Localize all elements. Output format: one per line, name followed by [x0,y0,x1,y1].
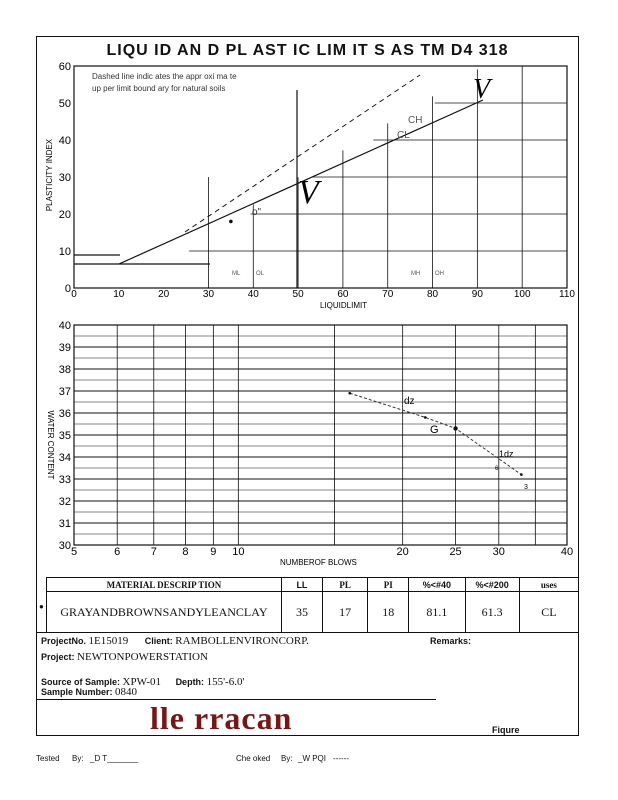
fc-y-tick-label: 39 [58,342,71,354]
cl-label: CL [397,130,410,141]
col-header-description: MATERIAL DESCRIP TION [47,578,282,592]
project-no-row [41,635,309,647]
point-label-dz: dz [404,396,415,407]
cell-pct200: 61.3 [465,592,519,633]
region-label-ol: OL [256,271,265,277]
depth-label: Depth: [175,677,205,687]
fc-y-tick-label: 40 [58,320,71,332]
point-label-3: 3 [524,484,528,491]
project-no-value: 1E15019 [88,635,129,647]
col-header-pl: PL [323,578,368,592]
cell-pl: 17 [323,592,368,633]
client-label: Client: [144,636,173,646]
pc-x-tick-label: 60 [337,289,349,300]
fc-x-tick-label: 40 [560,546,574,558]
company-logo: lle rracan [150,700,293,736]
checked-by-value: _W PQI [298,754,327,763]
source-value: XPW-01 [122,676,162,688]
pc-x-tick-label: 10 [113,289,125,300]
checked-label: Che oked [236,754,271,763]
results-table [46,577,579,633]
cell-description: GRAYANDBROWNSANDYLEANCLAY [47,592,282,633]
region-label-ml: ML [232,271,241,277]
sample-value: 0840 [115,686,138,698]
pc-x-tick-label: 0 [71,289,77,300]
region-glyph-v-small: V [473,74,491,105]
project-no-label: ProjectNo. [41,636,87,646]
pc-x-tick-label: 30 [202,289,215,300]
fc-y-tick-label: 32 [58,496,71,508]
project-value: NEWTONPOWERSTATION [77,651,208,663]
fc-x-tick-label: 10 [232,546,245,558]
fc-x-tick-label: 20 [396,546,409,558]
sample-row [41,686,137,698]
fc-y-tick-label: 37 [58,386,71,398]
cell-ll: 35 [281,592,322,633]
pc-y-tick-label: 20 [58,209,71,221]
project-row [41,651,208,663]
blows-axis-label: NUMBEROF BLOWS [280,558,357,567]
point-label-6: 6 [495,466,499,472]
client-value: RAMBOLLENVIRONCORP. [175,635,309,647]
tested-by-value: _D T_______ [90,754,139,763]
pc-x-tick-label: 80 [426,289,439,300]
col-header-pct200: %<#200 [465,578,519,592]
ol-mark: o" [252,207,262,218]
tested-label: Tested [36,754,60,763]
region-label-oh: OH [435,271,444,277]
plasticity-grid [74,66,567,288]
col-header-pct40: %<#40 [409,578,465,592]
col-header-uses: uses [519,578,578,592]
row-bullet: ● [39,602,44,611]
pc-y-tick-label: 60 [58,61,71,73]
point-label-g: G [430,424,439,436]
pc-x-tick-label: 50 [292,289,304,300]
pc-y-tick-label: 50 [58,98,71,110]
pc-x-tick-label: 40 [247,289,259,300]
fc-x-tick-label: 7 [150,546,157,558]
figure-label: Fiqure [492,725,520,735]
source-label: Source of Sample: [41,677,121,687]
fc-x-tick-label: 9 [210,546,217,558]
fc-x-tick-label: 5 [70,546,78,558]
pc-x-tick-label: 110 [559,289,575,300]
fc-data-point [348,392,351,395]
fc-x-tick-label: 25 [449,546,462,558]
checked-dash: ------ [333,754,349,763]
fc-y-tick-label: 36 [58,408,71,420]
depth-value: 155'-6.0' [206,676,245,688]
cell-pi: 18 [368,592,409,633]
checked-by-label: By: [281,754,293,763]
fc-y-tick-label: 35 [58,430,71,442]
plasticity-index-axis-label: PLASTICITY INDEX [45,138,54,212]
fc-data-point [424,416,427,419]
pc-y-tick-label: 10 [58,246,71,258]
table-header-row [47,578,579,592]
table-row [47,592,579,633]
ch-label: CH [408,115,423,126]
fc-y-tick-label: 34 [58,452,71,464]
report-title: LIQU ID AN D PL AST IC LIM IT S AS TM D4 318 [106,42,509,59]
fc-y-tick-label: 38 [58,364,71,376]
remarks-label: Remarks: [430,636,472,646]
water-content-axis-label: WATER CONTENT [46,410,55,480]
pc-x-tick-label: 70 [382,289,394,300]
pc-x-tick-label: 90 [471,289,483,300]
pc-y-tick-label: 0 [64,283,71,295]
project-label: Project: [41,652,75,662]
fc-x-tick-label: 6 [114,546,121,558]
fc-x-tick-label: 30 [492,546,505,558]
flow-curve-chart [0,315,618,575]
fc-data-point [520,473,523,476]
fc-y-tick-label: 30 [58,540,71,552]
region-glyph-v: V [298,174,319,211]
plasticity-chart [0,0,618,320]
fc-y-tick-label: 33 [58,474,71,486]
pc-y-tick-label: 40 [58,135,71,147]
point-label-1dz: 1dz [499,449,514,459]
pc-x-tick-label: 100 [513,289,531,300]
sample-label: Sample Number: [41,687,113,697]
fc-y-tick-label: 31 [58,518,71,530]
liquid-limit-axis-label: LIQUIDLIMIT [320,301,368,310]
fc-data-point [453,426,457,430]
fc-x-tick-label: 8 [182,546,189,558]
note-line-1: Dashed line indic ates the appr oxi ma te [92,72,237,81]
pc-data-point [229,220,233,224]
note-line-2: up per limit bound ary for natural soils [92,84,226,93]
col-header-pi: PI [368,578,409,592]
cell-uses: CL [519,592,578,633]
pc-x-tick-label: 20 [158,289,170,300]
region-label-mh: MH [411,271,421,277]
cell-pct40: 81.1 [409,592,465,633]
info-divider [36,632,579,633]
col-header-ll: LL [281,578,322,592]
pc-y-tick-label: 30 [58,172,71,184]
tested-by-label: By: [72,754,84,763]
